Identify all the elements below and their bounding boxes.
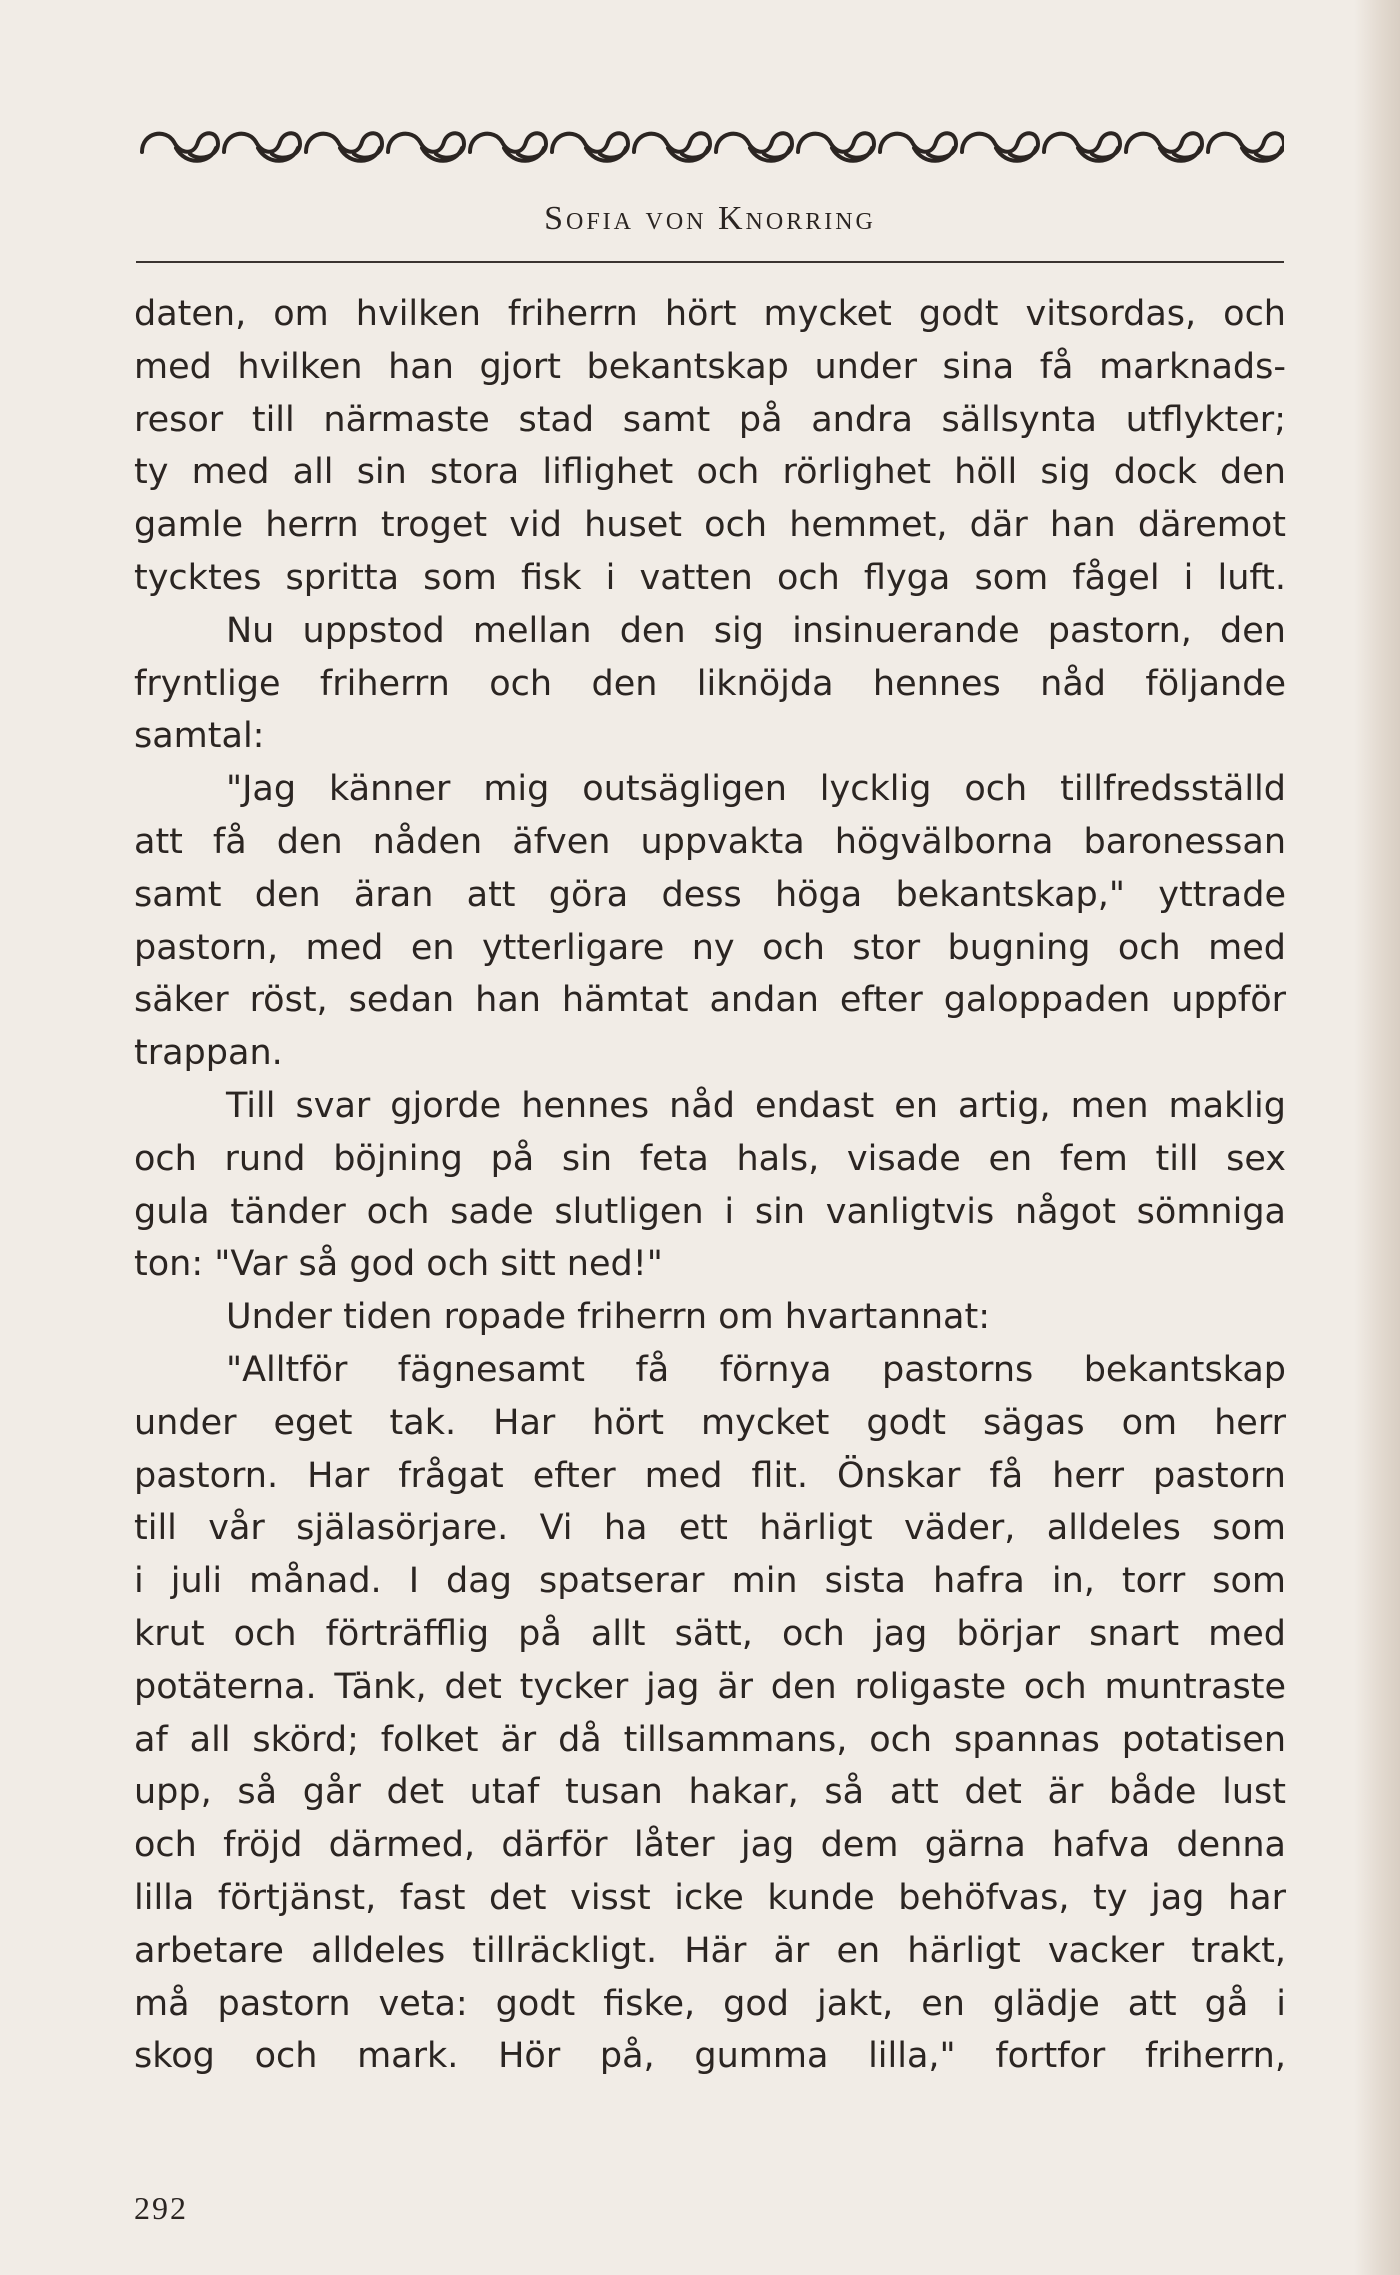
page-edge-shadow: [1354, 0, 1400, 2275]
ornament-motif: [634, 133, 710, 161]
text-line: att få den nåden äfven uppvakta högvälborna baronessan: [134, 821, 1286, 862]
text-line: krut och förträfflig på allt sätt, och jag börjar snart med: [134, 1613, 1286, 1654]
text-line: gula tänder och sade slutligen i sin vanligtvis något sömniga: [134, 1191, 1286, 1232]
text-line: daten, om hvilken friherrn hört mycket godt vitsordas, och: [134, 294, 1286, 334]
ornament-motif: [962, 133, 1038, 161]
header-rule: [136, 261, 1284, 263]
text-line: ton: "Var så god och sitt ned!": [134, 1244, 663, 1285]
text-line: skog och mark. Hör på, gumma lilla," fortfor friherrn,: [134, 2036, 1286, 2077]
ornament-motif: [1208, 133, 1284, 161]
text-line: lilla förtjänst, fast det visst icke kunde behöfvas, ty jag har: [134, 1877, 1286, 1918]
text-line: gamle herrn troget vid huset och hemmet, där han däremot: [134, 505, 1286, 546]
text-line: potäterna. Tänk, det tycker jag är den roligaste och muntraste: [134, 1666, 1286, 1707]
ornament-motif: [306, 133, 382, 161]
text-line: tycktes spritta som fisk i vatten och flyga som fågel i luft.: [134, 557, 1286, 598]
ornament-motif: [1126, 133, 1202, 161]
text-line: Under tiden ropade friherrn om hvartannat:: [226, 1297, 991, 1338]
ornament-motif: [142, 133, 218, 161]
text-line: arbetare alldeles tillräckligt. Här är en härligt vacker trakt,: [134, 1930, 1286, 1971]
text-line: pastorn, med en ytterligare ny och stor bugning och med: [134, 927, 1286, 968]
decorative-border-ornament: [136, 118, 1284, 174]
text-line: till vår själasörjare. Vi ha ett härligt väder, alldeles som: [134, 1508, 1286, 1549]
body-text: [134, 288, 1286, 2083]
text-line: Till svar gjorde hennes nåd endast en artig, men maklig: [226, 1085, 1286, 1126]
ornament-motif: [1044, 133, 1120, 161]
text-line: i juli månad. I dag spatserar min sista hafra in, torr som: [134, 1561, 1286, 1602]
ornament-motif: [552, 133, 628, 161]
ornament-motif: [716, 133, 792, 161]
text-line: "Jag känner mig outsägligen lycklig och tillfredsställd: [226, 769, 1286, 810]
text-line: fryntlige friherrn och den liknöjda hennes nåd följande: [134, 663, 1286, 704]
text-line: säker röst, sedan han hämtat andan efter galoppaden uppför: [134, 980, 1286, 1021]
ornament-motif: [798, 133, 874, 161]
text-line: pastorn. Har frågat efter med flit. Önskar få herr pastorn: [134, 1455, 1286, 1496]
page-number: 292: [134, 2190, 188, 2226]
text-line: Nu uppstod mellan den sig insinuerande pastorn, den: [226, 610, 1286, 651]
text-line: resor till närmaste stad samt på andra sällsynta utflykter;: [134, 399, 1286, 440]
ornament-motif: [470, 133, 546, 161]
text-line: trappan.: [134, 1033, 283, 1074]
running-head: Sofia von Knorring: [544, 200, 876, 237]
ornament-motif: [388, 133, 464, 161]
text-line: må pastorn veta: godt fiske, god jakt, en glädje att gå i: [134, 1983, 1286, 2024]
text-line: "Alltför fägnesamt få förnya pastorns bekantskap: [226, 1349, 1286, 1390]
text-line: af all skörd; folket är då tillsammans, och spannas potatisen: [134, 1719, 1286, 1760]
text-line: samtal:: [134, 716, 265, 757]
text-line: upp, så går det utaf tusan hakar, så att det är både lust: [134, 1772, 1286, 1813]
text-line: och rund böjning på sin feta hals, visade en fem till sex: [134, 1138, 1286, 1179]
text-line: samt den äran att göra dess höga bekantskap," yttrade: [134, 874, 1286, 915]
text-line: ty med all sin stora liflighet och rörlighet höll sig dock den: [134, 452, 1286, 493]
text-line: under eget tak. Har hört mycket godt sägas om herr: [134, 1402, 1286, 1443]
ornament-motif: [224, 133, 300, 161]
ornament-motif: [880, 133, 956, 161]
text-line: med hvilken han gjort bekantskap under sina få marknads-: [134, 346, 1286, 387]
text-line: och fröjd därmed, därför låter jag dem gärna hafva denna: [134, 1825, 1286, 1866]
